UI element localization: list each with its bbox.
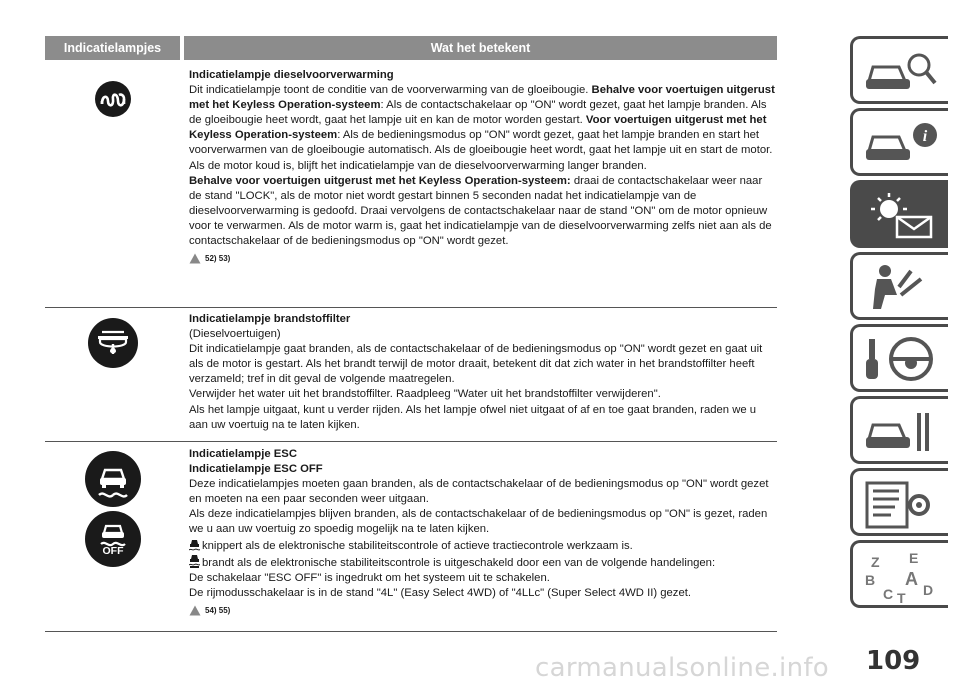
svg-text:A: A (905, 569, 918, 589)
text-span: brandt als de elektronische stabiliteitscontrole is uitgeschakeld door een van de volgende handelingen: (202, 556, 716, 569)
row-title: Indicatielampje dieselvoorverwarming (189, 69, 394, 81)
text-span: knippert als de elektronische stabiliteitscontrole of actieve tractiecontrole werkzaam is. (202, 539, 633, 552)
paragraph: Als deze indicatielampjes blijven branden, als de contactschakelaar of de bedieningsmodus op "ON" is gezet, raden we u aan uw voertuig zo spoedig mogelijk na te laten kijken. (189, 508, 768, 536)
svg-text:i: i (922, 128, 928, 145)
fuel-filter-icon (88, 318, 138, 368)
svg-text:Z: Z (871, 554, 880, 570)
glow-plug-icon (95, 81, 131, 117)
description-cell (189, 447, 777, 621)
esc-icon (85, 451, 141, 507)
paragraph (189, 554, 777, 571)
svg-text:C: C (883, 586, 894, 602)
car-wrench-icon (861, 405, 941, 459)
reference-numbers: 52) 53) (205, 254, 231, 264)
row-title: Indicatielampje brandstoffilter (189, 313, 351, 325)
specs-gear-icon (861, 477, 941, 531)
esc-off-inline-icon (189, 554, 200, 568)
key-steering-wheel-icon (861, 333, 941, 387)
paragraph: De schakelaar "ESC OFF" is ingedrukt om het systeem uit te schakelen. (189, 571, 550, 584)
row-divider (45, 631, 777, 632)
paragraph: Verwijder het water uit het brandstoffilter. Raadpleeg "Water uit het brandstoffilter verwijderen". (189, 388, 661, 401)
row-subtitle: (Dieselvoertuigen) (189, 328, 281, 341)
row-title-2: Indicatielampje ESC OFF (189, 463, 323, 476)
svg-text:D: D (923, 582, 934, 598)
paragraph: Dit indicatielampje gaat branden, als de contactschakelaar of de bedieningsmodus op "ON" wordt gezet en gaat uit als de motor is gestart. Als het brandt terwijl de motor draait, betekent dit dat zich water in het brandstoffilter heeft verzameld; tref in dit geval de volgende maatregelen. (189, 343, 763, 386)
svg-text:B: B (865, 572, 876, 588)
tab-specs[interactable] (850, 468, 948, 536)
warning-references (189, 251, 230, 266)
header-indicatielampjes: Indicatielampjes (45, 36, 180, 60)
bold-text: Behalve voor voertuigen uitgerust met het Keyless Operation-systeem (189, 84, 775, 112)
esc-off-label: OFF (102, 545, 124, 557)
tab-index[interactable] (850, 540, 948, 608)
warning-icon (189, 253, 201, 264)
svg-text:E: E (909, 550, 919, 566)
text-span: : Als de contactschakelaar op "ON" wordt gezet, gaat het lampje branden. Als de gloeibougie heet wordt, gaat het lampje uit en kan de motor worden gestart. (189, 99, 767, 127)
car-search-icon (861, 45, 941, 99)
paragraph: Deze indicatielampjes moeten gaan branden, als de contactschakelaar of de bedieningsmodus op "ON" wordt gezet en moeten na een paar seconden weer uitgaan. (189, 478, 769, 506)
table-header (45, 36, 777, 60)
paragraph (189, 174, 777, 249)
paragraph: Als de motor koud is, blijft het indicatielampje van de dieselvoorverwarming langer branden. (189, 159, 647, 172)
warning-light-message-icon (861, 189, 941, 243)
text-span: Dit indicatielampje toont de conditie van de voorverwarming van de gloeibougie. (189, 84, 592, 97)
warning-icon (189, 605, 201, 616)
alphabet-index-icon (861, 549, 941, 603)
paragraph: Als het lampje uitgaat, kunt u verder rijden. Als het lampje ofwel niet uitgaat of af en toe gaat branden, raden we u aan uw voertuig na te laten kijken. (189, 403, 757, 431)
car-info-icon (861, 117, 941, 171)
tab-key-steering[interactable] (850, 324, 948, 392)
esc-inline-icon (189, 538, 200, 551)
row-divider (45, 307, 777, 308)
esc-off-icon (85, 511, 141, 567)
watermark: carmanualsonline.info (535, 653, 830, 683)
row-divider (45, 441, 777, 442)
tab-car-info[interactable] (850, 108, 948, 176)
row-title: Indicatielampje ESC (189, 448, 297, 460)
warning-references (189, 603, 230, 618)
bold-text: Behalve voor voertuigen uitgerust met het Keyless Operation-systeem: (189, 174, 571, 187)
bold-text: Voor voertuigen uitgerust met het Keyless Operation-systeem (189, 114, 767, 142)
description-cell (189, 312, 777, 433)
tab-seat-airbag[interactable] (850, 252, 948, 320)
header-wat-het-betekent: Wat het betekent (184, 36, 777, 60)
tab-warning-lights[interactable] (850, 180, 948, 248)
text-span: : Als de bedieningsmodus op "ON" wordt gezet, gaat het lampje branden en start het voorverwarmen van de gloeibougie automatisch. Als de gloeibougie heet wordt, gaat het lampje uit en start de motor. (189, 129, 773, 157)
paragraph (189, 538, 777, 554)
paragraph: De rijmodusschakelaar is in de stand "4L" (Easy Select 4WD) of "4LLc" (Super Select 4WD II) gezet. (189, 586, 692, 599)
description-cell (189, 68, 777, 269)
paragraph (189, 83, 777, 158)
page-number: 109 (866, 646, 921, 676)
tab-car-wrench[interactable] (850, 396, 948, 464)
text-span: draai de contactschakelaar weer naar de stand "LOCK", als de motor niet wordt gestart binnen 5 seconden nadat het indicatielampje van de dieselvoorverwarming is gedoofd. Draai vervolgens de contactschakelaar naar de stand "ON" om de motor opnieuw voor te verwarmen. Als de motor warm is, gaat het indicatielampje van de dieselvoorverwarming zelfs niet aan als de contactschakelaar of de bedieningsmodus op "ON" wordt gezet. (189, 174, 772, 248)
reference-numbers: 54) 55) (205, 605, 231, 615)
svg-text:T: T (897, 590, 906, 603)
seat-airbag-icon (861, 261, 941, 315)
tab-car-search[interactable] (850, 36, 948, 104)
